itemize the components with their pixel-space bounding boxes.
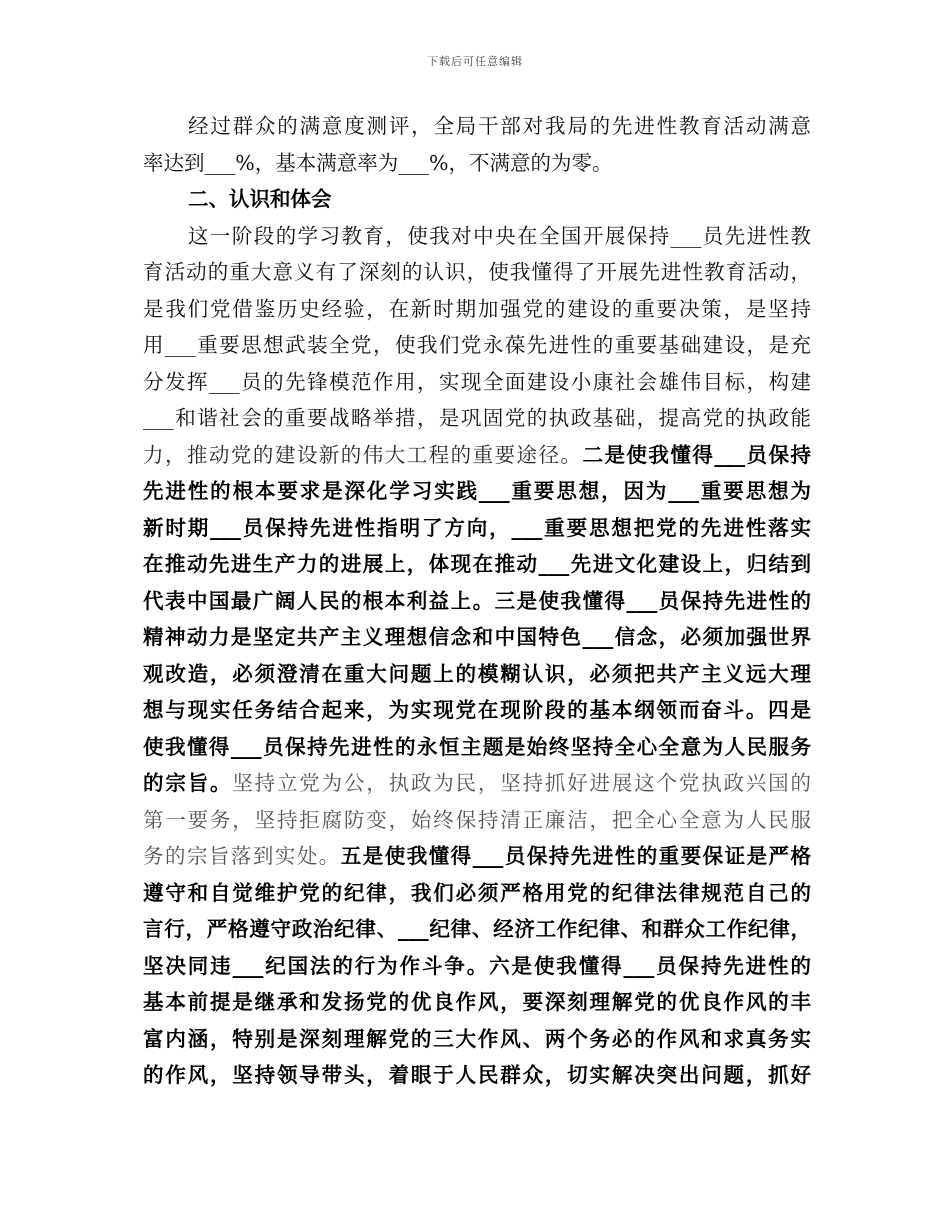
text-line-bold: 基本前提是继承和发扬党的优良作风，要深刻理解党的优良作风的丰 (143, 990, 811, 1014)
text-line: 率达到___%，基本满意率为___%，不满意的为零。 (143, 150, 613, 175)
text-line-bold: 新时期___员保持先进性指明了方向，___重要思想把党的先进性落实 (143, 515, 811, 540)
text-segment-bold: 六是使我懂得___员保持先进性的 (489, 953, 811, 978)
text-line (143, 948, 811, 985)
text-segment-bold: 坚决同违___纪国法的行为作斗争。 (143, 953, 490, 978)
text-line: 育活动的重大意义有了深刻的认识，使我懂得了开展先进性教育活动， (143, 260, 811, 284)
text-line: 用___重要思想武装全党，使我们党永葆先进性的重要基础建设，是充 (143, 333, 811, 357)
text-segment-bold: 五是使我懂得___员保持先进性的重要保证是严格 (340, 844, 811, 868)
text-line-bold: 在推动先进生产力的进展上，体现在推动___先进文化建设上，归结到 (143, 552, 811, 576)
document-body (143, 108, 811, 1094)
text-line: 是我们党借鉴历史经验，在新时期加强党的建设的重要决策，是坚持 (143, 296, 811, 321)
text-line-bold: 精神动力是坚定共产主义理想信念和中国特色___信念，必须加强世界 (143, 625, 811, 649)
text-line-bold: 使我懂得___员保持先进性的永恒主题是始终坚持全心全意为人民服务 (143, 734, 811, 759)
text-line-bold: 遵守和自觉维护党的纪律，我们必须严格用党的纪律法律规范自己的 (143, 880, 811, 905)
text-line-bold: 想与现实任务结合起来，为实现党在现阶段的基本纲领而奋斗。四是 (143, 698, 811, 722)
section-heading: 二、认识和体会 (188, 187, 332, 211)
text-line: 分发挥___员的先锋模范作用，实现全面建设小康社会雄伟目标，构建 (143, 369, 811, 394)
text-line-light: 第一要务，坚持拒腐防变，始终保持清正廉洁，把全心全意为人民服 (143, 807, 811, 832)
text-line (143, 437, 811, 474)
text-segment-bold: 三是使我懂得___员保持先进性的 (494, 588, 811, 613)
text-line (143, 765, 811, 802)
text-line: 经过群众的满意度测评，全局干部对我局的先进性教育活动满意 (188, 114, 811, 138)
text-line-bold: 的作风，坚持领导带头，着眼于人民群众，切实解决突出问题，抓好 (143, 1063, 811, 1087)
page-header-note: 下载后可任意编辑 (427, 55, 523, 68)
text-segment-light: 坚持立党为公，执政为民，坚持抓好进展这个党执政兴国的 (232, 771, 811, 795)
text-line-bold: 富内涵，特别是深刻理解党的三大作风、两个务必的作风和求真务实 (143, 1026, 811, 1051)
text-line-bold: 言行，严格遵守政治纪律、___纪律、经济工作纪律、和群众工作纪律， (143, 917, 811, 941)
text-line (143, 838, 811, 875)
text-line: ___和谐社会的重要战略举措，是巩固党的执政基础，提高党的执政能 (143, 406, 811, 430)
text-segment-bold: 二是使我懂得___员保持 (582, 442, 811, 467)
text-line (143, 583, 811, 620)
text-segment-light: 务的宗旨落到实处。 (143, 844, 341, 868)
text-segment-bold: 代表中国最广阔人民的根本利益上。 (143, 588, 495, 613)
text-line: 这一阶段的学习教育，使我对中央在全国开展保持___员先进性教 (188, 223, 811, 248)
text-segment-bold: 的宗旨。 (143, 771, 233, 795)
text-line-bold: 先进性的根本要求是深化学习实践___重要思想，因为___重要思想为 (143, 479, 811, 503)
text-line-bold: 观改造，必须澄清在重大问题上的模糊认识，必须把共产主义远大理 (143, 661, 811, 686)
text-segment: 力，推动党的建设新的伟大工程的重要途径。 (143, 442, 583, 467)
